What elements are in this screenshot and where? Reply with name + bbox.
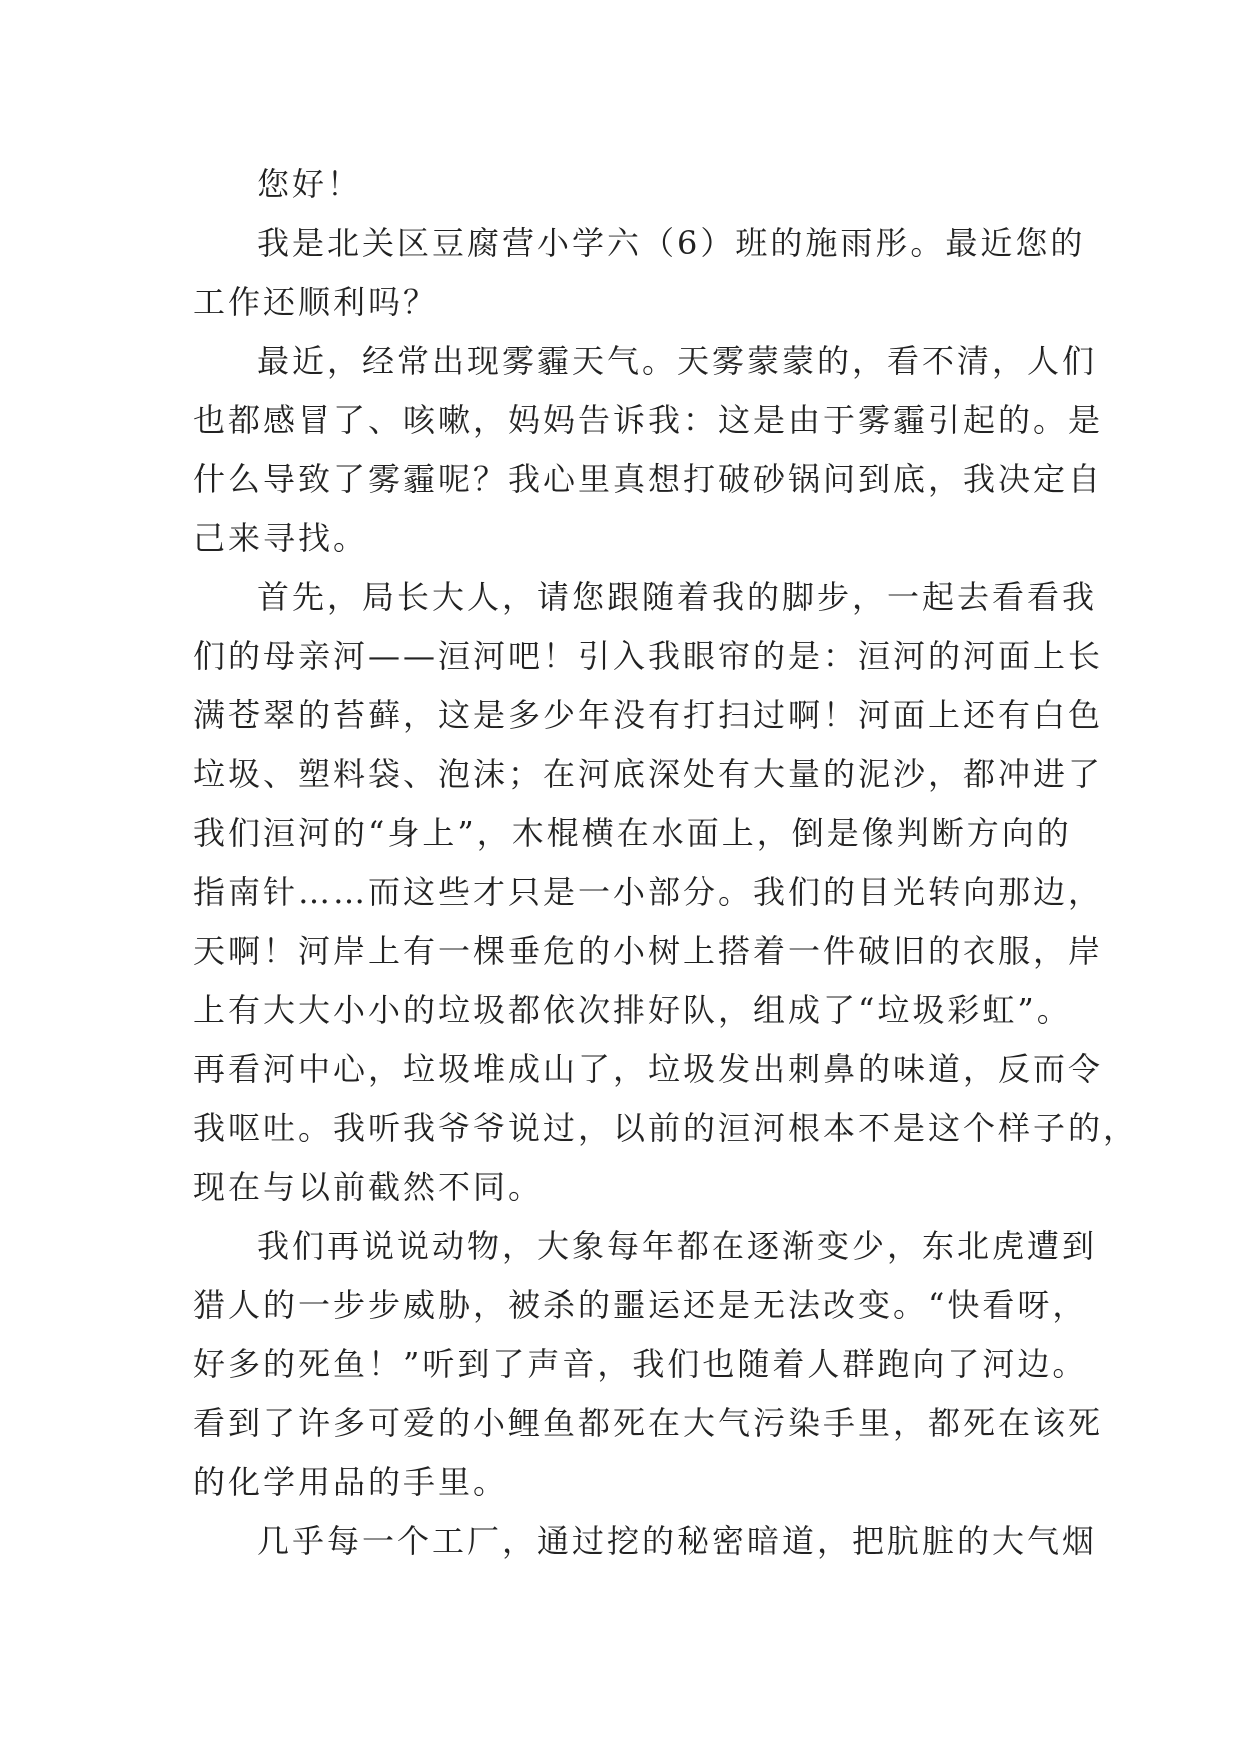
paragraph-line: 指南针……而这些才只是一小部分。我们的目光转向那边， — [193, 873, 1104, 911]
paragraph-line: 也都感冒了、咳嗽，妈妈告诉我：这是由于雾霾引起的。是 — [193, 401, 1104, 439]
paragraph-line: 您好！ — [257, 165, 363, 203]
paragraph-line: 我是北关区豆腐营小学六（6）班的施雨彤。最近您的 — [257, 224, 1086, 262]
paragraph-line: 现在与以前截然不同。 — [193, 1168, 544, 1206]
paragraph-line: 我呕吐。我听我爷爷说过，以前的洹河根本不是这个样子的， — [193, 1109, 1139, 1147]
paragraph-line: 猎人的一步步威胁，被杀的噩运还是无法改变。“快看呀， — [193, 1286, 1088, 1324]
paragraph-line: 垃圾、塑料袋、泡沫；在河底深处有大量的泥沙，都冲进了 — [193, 755, 1104, 793]
paragraph-line: 我们再说说动物，大象每年都在逐渐变少，东北虎遭到 — [257, 1227, 1098, 1265]
paragraph-line: 己来寻找。 — [193, 519, 369, 557]
letter-body — [193, 155, 1139, 1571]
paragraph-line: 工作还顺利吗？ — [193, 283, 439, 321]
paragraph-line: 首先，局长大人，请您跟随着我的脚步，一起去看看我 — [257, 578, 1098, 616]
paragraph-line: 什么导致了雾霾呢？我心里真想打破砂锅问到底，我决定自 — [193, 460, 1104, 498]
paragraph-line: 满苍翠的苔藓，这是多少年没有打扫过啊！河面上还有白色 — [193, 696, 1104, 734]
paragraph-line: 看到了许多可爱的小鲤鱼都死在大气污染手里，都死在该死 — [193, 1404, 1104, 1442]
paragraph-line: 好多的死鱼！”听到了声音，我们也随着人群跑向了河边。 — [193, 1345, 1088, 1383]
paragraph-line: 上有大大小小的垃圾都依次排好队，组成了“垃圾彩虹”。 — [193, 991, 1072, 1029]
paragraph-line: 几乎每一个工厂，通过挖的秘密暗道，把肮脏的大气烟 — [257, 1522, 1098, 1560]
paragraph-line: 我们洹河的“身上”，木棍横在水面上，倒是像判断方向的 — [193, 814, 1072, 852]
paragraph-line: 们的母亲河——洹河吧！引入我眼帘的是：洹河的河面上长 — [193, 637, 1104, 675]
paragraph-line: 最近，经常出现雾霾天气。天雾蒙蒙的，看不清，人们 — [257, 342, 1098, 380]
paragraph-line: 的化学用品的手里。 — [193, 1463, 509, 1501]
paragraph-line: 再看河中心，垃圾堆成山了，垃圾发出刺鼻的味道，反而令 — [193, 1050, 1104, 1088]
paragraph-line: 天啊！河岸上有一棵垂危的小树上搭着一件破旧的衣服，岸 — [193, 932, 1104, 970]
